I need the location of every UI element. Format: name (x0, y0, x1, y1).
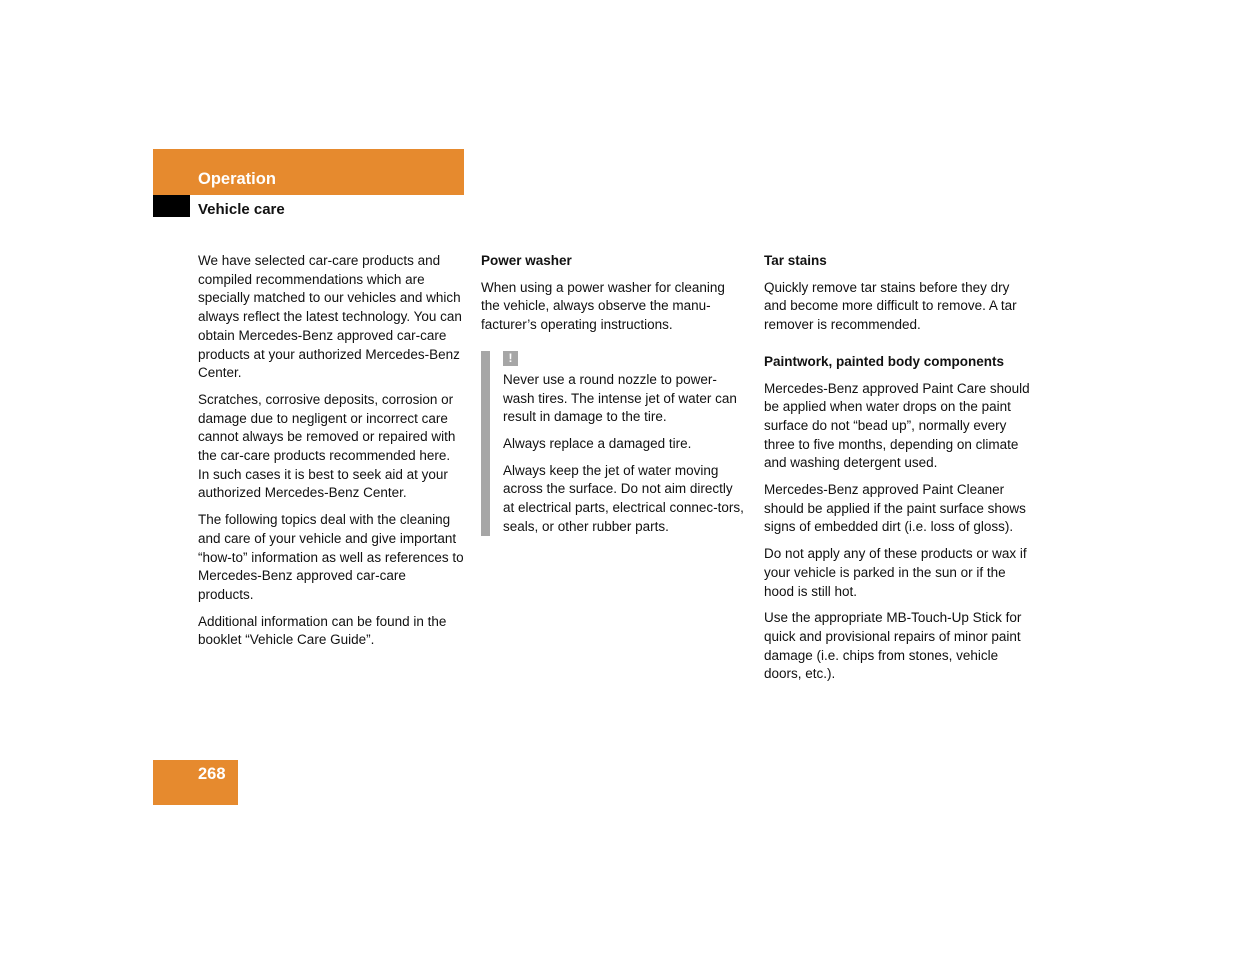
paragraph: We have selected car-care products and compiled recommendations which are specially matched to our vehicles and which always reflect the latest technology. You can obtain Mercedes-Benz approved car-care products at your authorized Mercedes-Benz Center. (198, 253, 462, 381)
paragraph: The following topics deal with the cleaning and care of your vehicle and give important “how-to” information as well as references to Mercedes-Benz approved car-care products. (198, 512, 464, 602)
tar-stains-heading: Tar stains (764, 253, 827, 268)
page-number-box (153, 760, 238, 805)
section-title: Operation (198, 170, 276, 188)
warning-paragraph: Always replace a damaged tire. (503, 435, 692, 451)
paragraph: Do not apply any of these products or wax if your vehicle is parked in the sun or if the hood is still hot. (764, 546, 1027, 599)
section-header-bar (153, 149, 464, 195)
paragraph: Mercedes-Benz approved Paint Care should be applied when water drops on the paint surface do not “bead up”, normally every three to five months, depending on climate and washing detergent used. (764, 380, 1030, 471)
column-power-washer (481, 252, 746, 542)
column-intro (198, 252, 464, 658)
paragraph: Scratches, corrosive deposits, corrosion or damage due to negligent or incorrect care cannot always be removed or repaired with the car-care products recommended here. In such cases it is best to seek aid at your authorized Mercedes-Benz Center. (198, 391, 456, 501)
warning-paragraph: Always keep the jet of water moving across the surface. Do not aim directly at electrical parts, electrical connec-tors, seals, or other rubber parts. (503, 462, 744, 534)
paragraph: Mercedes-Benz approved Paint Cleaner should be applied if the paint surface shows signs of embedded dirt (i.e. loss of gloss). (764, 482, 1026, 535)
warning-box (481, 351, 746, 537)
column-tar-paint (764, 252, 1032, 692)
paragraph: Quickly remove tar stains before they dry and become more difficult to remove. A tar remover is recommended. (764, 279, 1017, 333)
paragraph: Additional information can be found in the booklet “Vehicle Care Guide”. (198, 613, 447, 648)
power-washer-heading: Power washer (481, 253, 572, 268)
warning-paragraph: Never use a round nozzle to power-wash tires. The intense jet of water can result in damage to the tire. (503, 371, 737, 425)
subsection-marker (153, 195, 190, 217)
page-number: 268 (198, 765, 226, 783)
warning-bar (481, 351, 490, 537)
paragraph: Use the appropriate MB-Touch-Up Stick for quick and provisional repairs of minor paint damage (i.e. chips from stones, vehicle doors, etc.). (764, 610, 1022, 682)
subsection-title: Vehicle care (198, 201, 285, 218)
paragraph: When using a power washer for cleaning the vehicle, always observe the manu-facturer’s operating instructions. (481, 279, 725, 333)
paintwork-heading: Paintwork, painted body components (764, 353, 1005, 369)
warning-icon: ! (503, 351, 518, 366)
